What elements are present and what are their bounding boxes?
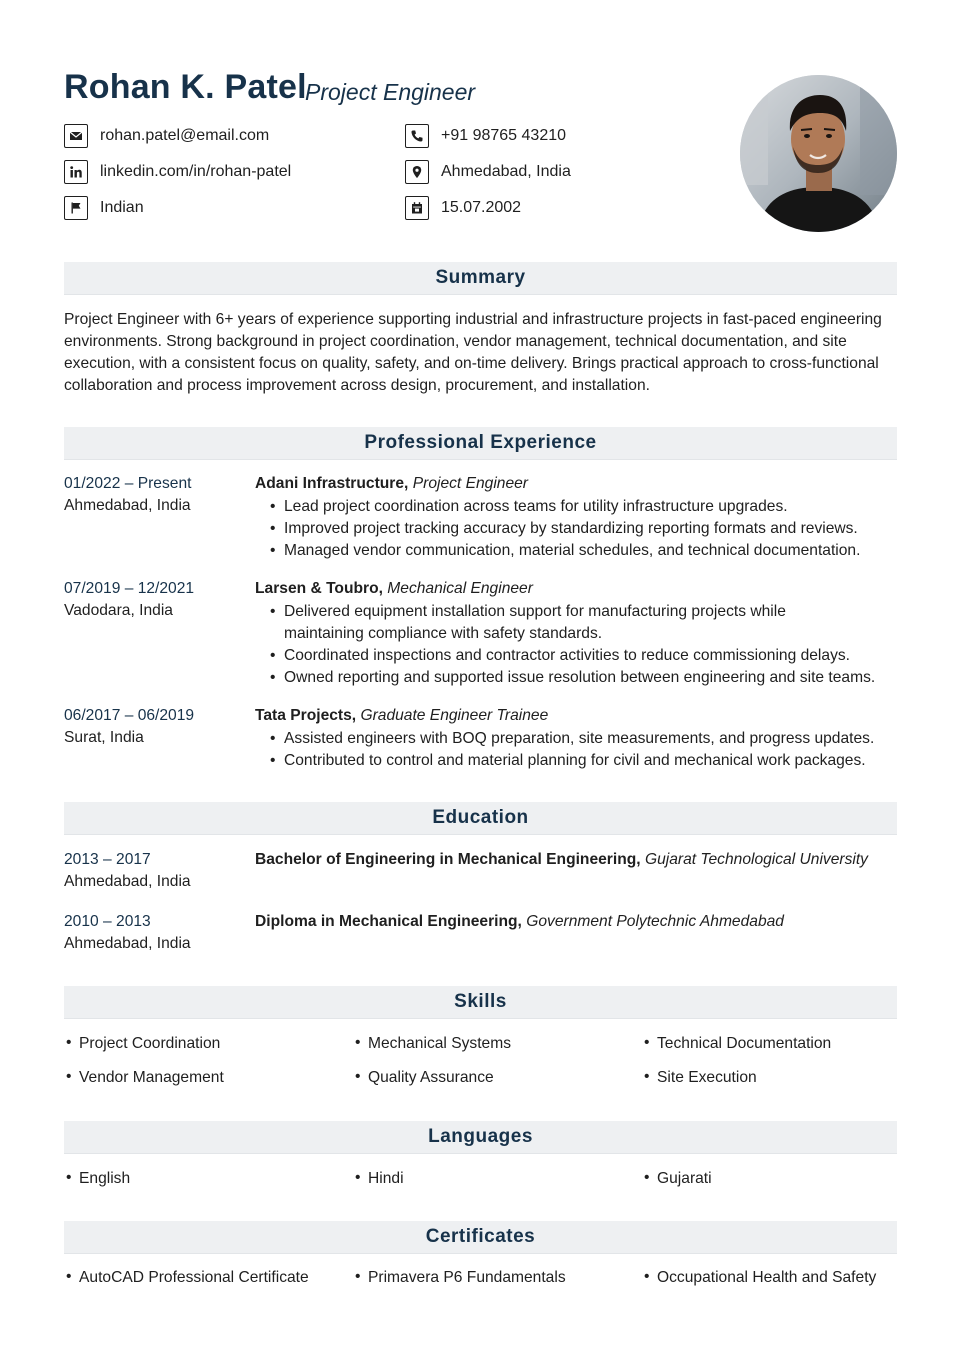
job-bullet: • Owned reporting and supported issue resolution between engineering and site teams. bbox=[268, 667, 888, 689]
language-item: • English bbox=[64, 1170, 130, 1188]
skills-heading: Skills bbox=[454, 991, 507, 1012]
education-dates: 2013 – 2017 bbox=[64, 851, 151, 868]
job-role: Project Engineer bbox=[412, 475, 529, 492]
skill-item: • Mechanical Systems bbox=[353, 1035, 511, 1053]
education-dates: 2010 – 2013 bbox=[64, 913, 151, 930]
linkedin-icon bbox=[64, 160, 88, 184]
job-bullets bbox=[268, 728, 908, 772]
job-company: Adani Infrastructure, bbox=[255, 475, 409, 492]
location-text: Ahmedabad, India bbox=[441, 163, 571, 180]
job-location: Ahmedabad, India bbox=[64, 497, 191, 514]
section-header-skills bbox=[64, 986, 897, 1019]
nationality-text: Indian bbox=[100, 199, 144, 216]
education-entry bbox=[255, 851, 868, 869]
certificates-heading: Certificates bbox=[425, 1226, 536, 1247]
job-bullet: • Delivered equipment installation support for manufacturing projects while maintaining compliance with safety standards. bbox=[268, 601, 828, 645]
education-heading: Education bbox=[432, 807, 529, 828]
experience-heading: Professional Experience bbox=[364, 432, 597, 453]
job-role: Graduate Engineer Trainee bbox=[360, 707, 549, 724]
job-dates: 06/2017 – 06/2019 bbox=[64, 707, 195, 724]
job-bullet: • Improved project tracking accuracy by standardizing reporting formats and reviews. bbox=[268, 518, 908, 540]
contact-birthdate bbox=[405, 196, 521, 220]
skill-item: • Vendor Management bbox=[64, 1069, 224, 1087]
section-header-summary bbox=[64, 262, 897, 295]
summary-text: Project Engineer with 6+ years of experience supporting industrial and infrastructure projects in fast-paced engineering environments. Strong background in project coordination, vendor management, technical documentation, and site execution, with a consistent focus on quality, safety, and on-time delivery. Brings practical approach to cross-functional collaboration and process improvement across design, procurement, and installation. bbox=[64, 311, 882, 394]
section-header-experience bbox=[64, 427, 897, 460]
profile-photo bbox=[740, 75, 897, 232]
language-item: • Gujarati bbox=[642, 1170, 712, 1188]
job-dates: 07/2019 – 12/2021 bbox=[64, 580, 195, 597]
flag-icon bbox=[64, 196, 88, 220]
contact-email[interactable] bbox=[64, 124, 269, 148]
linkedin-text: linkedin.com/in/rohan-patel bbox=[100, 163, 292, 180]
language-item: • Hindi bbox=[353, 1170, 404, 1188]
job-bullets bbox=[268, 496, 908, 562]
contact-nationality bbox=[64, 196, 144, 220]
section-header-certificates bbox=[64, 1221, 897, 1254]
skill-item: • Quality Assurance bbox=[353, 1069, 494, 1087]
skills-list bbox=[64, 1035, 897, 1095]
summary-heading: Summary bbox=[435, 267, 526, 288]
envelope-icon bbox=[64, 124, 88, 148]
contact-location[interactable] bbox=[405, 160, 571, 184]
job-role: Mechanical Engineer bbox=[387, 580, 533, 597]
education-entry bbox=[255, 913, 784, 931]
certificate-item: • Occupational Health and Safety bbox=[642, 1269, 876, 1287]
contact-linkedin[interactable] bbox=[64, 160, 291, 184]
skill-item: • Technical Documentation bbox=[642, 1035, 831, 1053]
job-bullet: • Assisted engineers with BOQ preparation, site measurements, and progress updates. bbox=[268, 728, 908, 750]
job-bullet: • Contributed to control and material planning for civil and mechanical work packages. bbox=[268, 750, 908, 772]
education-degree: Diploma in Mechanical Engineering, bbox=[255, 913, 522, 930]
education-location: Ahmedabad, India bbox=[64, 873, 191, 890]
education-degree: Bachelor of Engineering in Mechanical Engineering, bbox=[255, 851, 641, 868]
job-location: Vadodara, India bbox=[64, 602, 173, 619]
job-bullet: • Managed vendor communication, material schedules, and technical documentation. bbox=[268, 540, 908, 562]
languages-list bbox=[64, 1170, 897, 1194]
phone-icon bbox=[405, 124, 429, 148]
certificates-list bbox=[64, 1269, 897, 1293]
skill-item: • Project Coordination bbox=[64, 1035, 220, 1053]
job-location: Surat, India bbox=[64, 729, 144, 746]
phone-text: +91 98765 43210 bbox=[441, 127, 567, 144]
location-pin-icon bbox=[405, 160, 429, 184]
job-bullet: • Lead project coordination across teams for utility infrastructure upgrades. bbox=[268, 496, 908, 518]
candidate-title: Project Engineer bbox=[305, 79, 476, 105]
job-header bbox=[255, 707, 548, 725]
job-dates: 01/2022 – Present bbox=[64, 475, 192, 492]
job-header bbox=[255, 580, 533, 598]
job-bullet: • Coordinated inspections and contractor activities to reduce commissioning delays. bbox=[268, 645, 888, 667]
section-header-languages bbox=[64, 1121, 897, 1154]
education-location: Ahmedabad, India bbox=[64, 935, 191, 952]
birthdate-text: 15.07.2002 bbox=[441, 199, 522, 216]
languages-heading: Languages bbox=[428, 1126, 533, 1147]
section-header-education bbox=[64, 802, 897, 835]
job-company: Larsen & Toubro, bbox=[255, 580, 383, 597]
job-header bbox=[255, 475, 528, 493]
calendar-icon bbox=[405, 196, 429, 220]
job-company: Tata Projects, bbox=[255, 707, 357, 724]
email-text: rohan.patel@email.com bbox=[100, 127, 270, 144]
job-bullets bbox=[268, 601, 888, 689]
education-school: Government Polytechnic Ahmedabad bbox=[526, 913, 784, 930]
certificate-item: • Primavera P6 Fundamentals bbox=[353, 1269, 566, 1287]
skill-item: • Site Execution bbox=[642, 1069, 757, 1087]
education-school: Gujarat Technological University bbox=[644, 851, 868, 868]
candidate-name: Rohan K. Patel bbox=[64, 68, 307, 106]
contact-phone[interactable] bbox=[405, 124, 566, 148]
certificate-item: • AutoCAD Professional Certificate bbox=[64, 1269, 309, 1287]
